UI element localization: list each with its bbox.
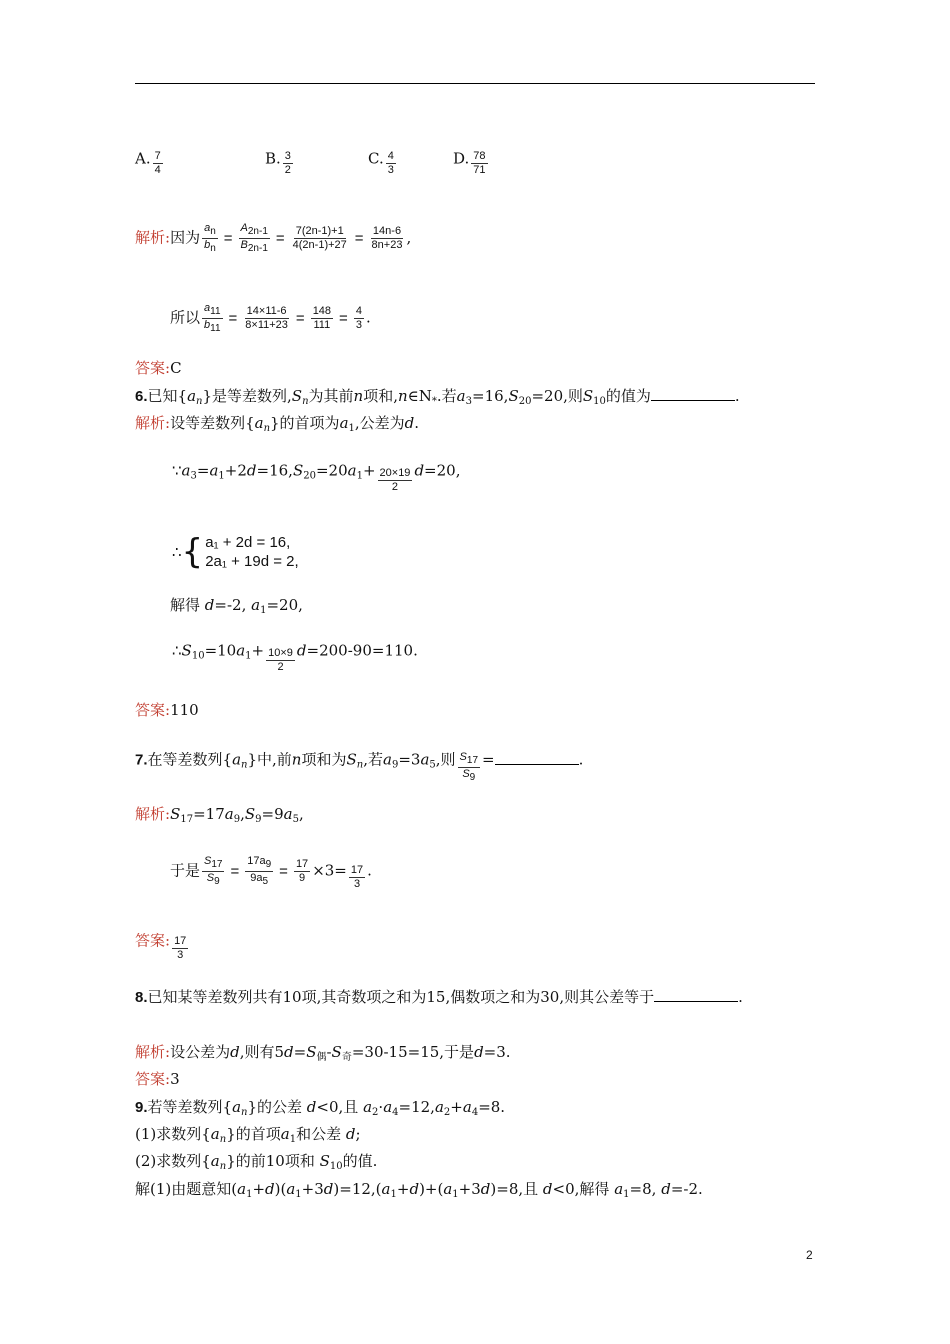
q8-answer-blank[interactable] [654,987,738,1002]
option-a: A. $\frac{7}{4}$ [135,149,161,176]
option-c: C. $\frac{4}{3}$ [368,149,394,176]
header-rule [135,83,815,84]
q7-question: 7.在等差数列$\{a_n\}$中,前n项和为$S_n$,若$a_9=3a_5$,则 $\frac{S17}{S9}$ = . [135,750,584,783]
q6-analysis-eq1: $\because a_3=a_1+2d=16,S_{20}=20a_1+$ $\frac{20\times 19}{2}$ d=20, [172,461,461,493]
q6-analysis-system: ∴ { a₁ + 2d = 16, 2a₁ + 19d = 2, [172,532,299,572]
q7-answer: 答案: $\frac{17}{3}$ [135,931,187,961]
q8-analysis: 解析:设公差为d,则有$5d=S_偶-S_奇=30-15=15$,于是d=3. [135,1043,511,1063]
q5-answer: 答案:C [135,359,182,377]
q7-answer-blank[interactable] [495,750,579,765]
q8-question: 8.已知某等差数列共有10项,其奇数项之和为15,偶数项之和为30,则其公差等于 . [135,988,743,1006]
page-number: 2 [806,1248,813,1262]
q9-question: 9.若等差数列$\{a_n\}$的公差 d<0,且 $a_2\cdot a_4=12,a_2+a_4=8$. [135,1098,506,1118]
q6-analysis-solve: 解得 d=-2, $a_1=20$, [170,596,303,616]
option-b: B. $\frac{3}{2}$ [265,149,291,176]
q7-analysis-line2: 于是 $\frac{S17}{S9}$ = $\frac{17a9}{9a5}$ = $\frac{17}{9}$ ×3= $\frac{17}{3}$ . [170,855,372,890]
q8-answer: 答案:3 [135,1070,180,1088]
q6-answer-blank[interactable] [651,386,735,401]
q5-analysis-line2: 所以 $\frac{a11}{b11}$ = $\frac{14\times 11-6}{8\times 11+23}$ = $\frac{148}{111}$ = $\frac{4}{3}$ . [170,302,371,334]
q6-question: 6.已知$\{a_n\}$是等差数列$,S_n$为其前n项和$,n\in N_*$.若$a_3=16,S_{20}=20$,则$S_{10}$的值为 . [135,387,740,407]
q6-analysis-intro: 解析:设等差数列$\{a_n\}$的首项为$a_1$,公差为d. [135,414,420,434]
q5-analysis-line1: 解析:因为 $\frac{an}{bn}$ = $\frac{A2n-1}{B2n-1}$ = $\frac{7(2n-1)+1}{4(2n-1)+27}$ = $\frac{14n-6}{8n+23}$ , [135,222,412,254]
q6-analysis-s10: $\therefore S_{10}=10a_1+$ $\frac{10\times 9}{2}$ d=200-90=110. [172,641,418,673]
q9-part1: (1)求数列$\{a_n\}$的首项$a_1$和公差 d; [135,1125,361,1145]
q7-analysis-line1: 解析$:S_{17}=17a_9,S_9=9a_5$, [135,805,304,825]
q9-solution: 解(1)由题意知$(a_1+d)(a_1+3d)=12,(a_1+d)+(a_1+3d)=8$,且 d<0,解得 $a_1=8$, d=-2. [135,1180,703,1200]
option-d: D. $\frac{78}{71}$ [453,149,486,176]
q9-part2: (2)求数列$\{a_n\}$的前10项和 $S_{10}$的值. [135,1152,378,1172]
q6-answer: 答案:110 [135,701,199,719]
